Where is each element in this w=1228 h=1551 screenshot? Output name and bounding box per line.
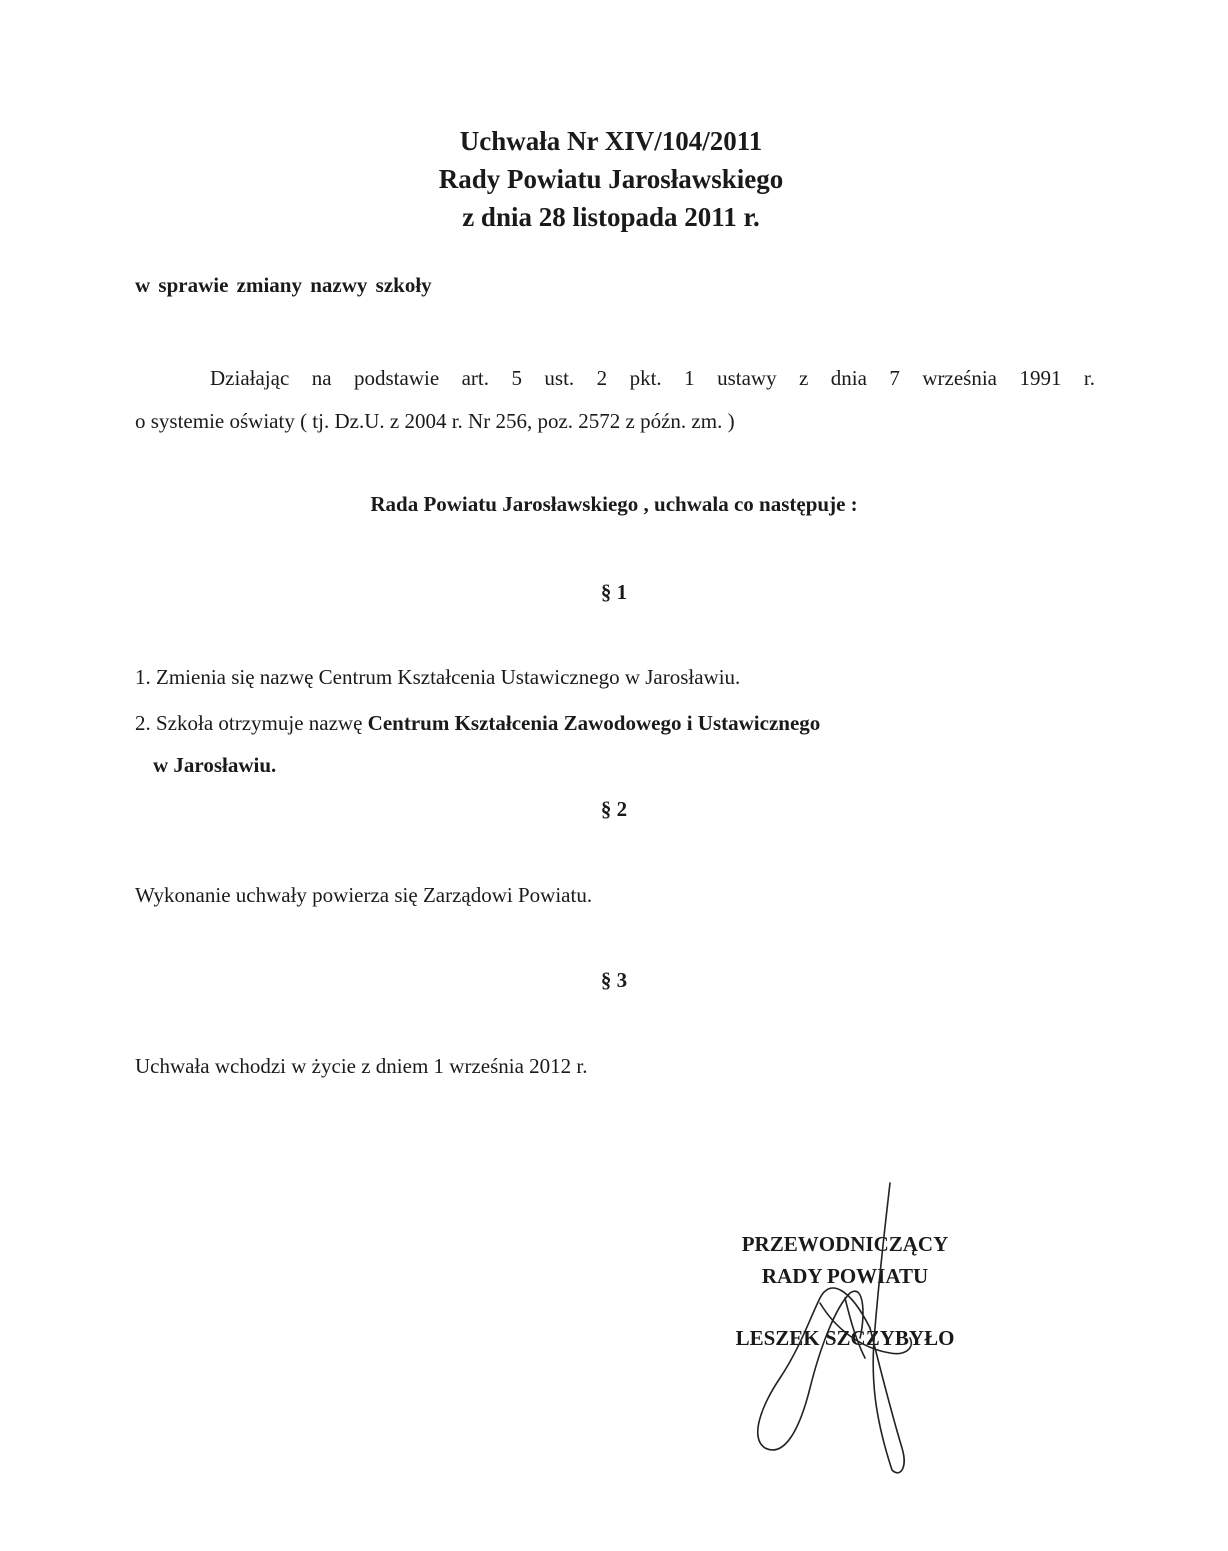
signatory-title-2: RADY POWIATU bbox=[761, 1264, 929, 1288]
legal-basis bbox=[135, 357, 1095, 443]
section-1-item-1: 1. Zmienia się nazwę Centrum Kształcenia Ustawicznego w Jarosławiu. bbox=[135, 665, 741, 689]
decision-statement: Rada Powiatu Jarosławskiego , uchwala co następuje : bbox=[370, 492, 858, 516]
legal-basis-line-1: Działając na podstawie art. 5 ust. 2 pkt. 1 ustawy z dnia 7 września 1991 r. bbox=[210, 366, 1095, 390]
resolution-date: z dnia 28 listopada 2011 r. bbox=[462, 202, 760, 232]
signature-stroke-1 bbox=[870, 1183, 904, 1473]
new-school-location: w Jarosławiu. bbox=[153, 753, 277, 777]
section-3-mark: § 3 bbox=[600, 968, 628, 992]
council-name: Rady Powiatu Jarosławskiego bbox=[438, 164, 784, 194]
section-1-item-2-prefix: 2. Szkoła otrzymuje nazwę bbox=[135, 711, 368, 735]
section-1-item-2-continuation bbox=[153, 745, 276, 785]
signature-stroke-2 bbox=[758, 1288, 870, 1450]
section-2-text: Wykonanie uchwały powierza się Zarządowi Powiatu. bbox=[135, 883, 593, 907]
section-2-mark: § 2 bbox=[600, 797, 628, 821]
signature-stroke-3 bbox=[820, 1303, 911, 1354]
signatory-name: LESZEK SZCZYBYŁO bbox=[735, 1326, 955, 1350]
new-school-name: Centrum Kształcenia Zawodowego i Ustawicznego bbox=[367, 711, 821, 735]
resolution-number: Uchwała Nr XIV/104/2011 bbox=[459, 126, 763, 156]
section-1-mark: § 1 bbox=[600, 580, 628, 604]
section-3-text: Uchwała wchodzi w życie z dniem 1 września 2012 r. bbox=[135, 1054, 588, 1078]
resolution-title bbox=[0, 122, 1228, 236]
legal-basis-line-2: o systemie oświaty ( tj. Dz.U. z 2004 r. Nr 256, poz. 2572 z późn. zm. ) bbox=[135, 409, 735, 433]
resolution-subject: w sprawie zmiany nazwy szkoły bbox=[135, 273, 432, 297]
signatory-title-1: PRZEWODNICZĄCY bbox=[741, 1232, 949, 1256]
handwritten-signature bbox=[740, 1178, 940, 1488]
section-1-item-2 bbox=[135, 703, 820, 743]
